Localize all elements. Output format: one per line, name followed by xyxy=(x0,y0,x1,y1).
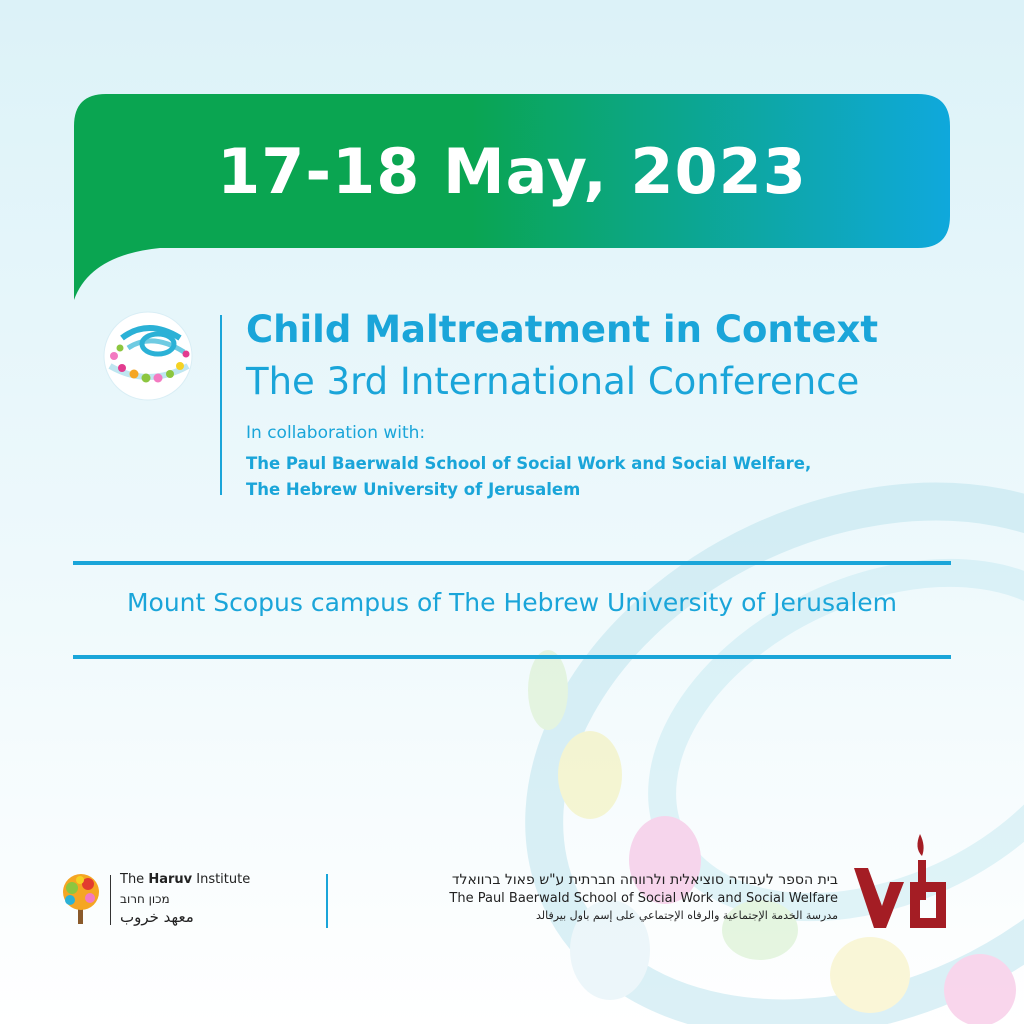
haruv-name-he: מכון חרוב xyxy=(120,892,170,906)
conference-date: 17-18 May, 2023 xyxy=(217,134,807,208)
collaboration-partner xyxy=(246,451,811,503)
haruv-divider xyxy=(110,875,111,925)
conference-subtitle: The 3rd International Conference xyxy=(246,360,860,403)
collaboration-label: In collaboration with: xyxy=(246,423,426,443)
conference-logo-icon xyxy=(100,308,196,404)
baerwald-name-en: The Paul Baerwald School of Social Work and Social Welfare xyxy=(449,891,838,906)
baerwald-name-he: בית הספר לעבודה סוציאלית ולרווחה חברתית ע"ש פאול ברוואלד xyxy=(451,872,838,888)
venue-top-rule xyxy=(73,561,951,565)
tree-icon xyxy=(58,872,104,926)
title-divider xyxy=(220,315,222,495)
baerwald-name-ar: مدرسة الخدمة الإجتماعية والرفاه الإجتماعي على إسم باول بيرفالد xyxy=(535,909,838,922)
baerwald-logo xyxy=(850,832,950,930)
venue-bottom-rule xyxy=(73,655,951,659)
venue-text: Mount Scopus campus of The Hebrew University of Jerusalem xyxy=(126,588,898,617)
collaboration-line-2: The Hebrew University of Jerusalem xyxy=(246,480,581,499)
haruv-name-ar: معهد خروب xyxy=(120,908,194,926)
conference-title: Child Maltreatment in Context xyxy=(246,308,879,351)
collaboration-line-1: The Paul Baerwald School of Social Work and Social Welfare, xyxy=(246,454,812,473)
haruv-name-en: The Haruv Institute xyxy=(120,872,251,887)
footer-divider xyxy=(326,874,328,928)
